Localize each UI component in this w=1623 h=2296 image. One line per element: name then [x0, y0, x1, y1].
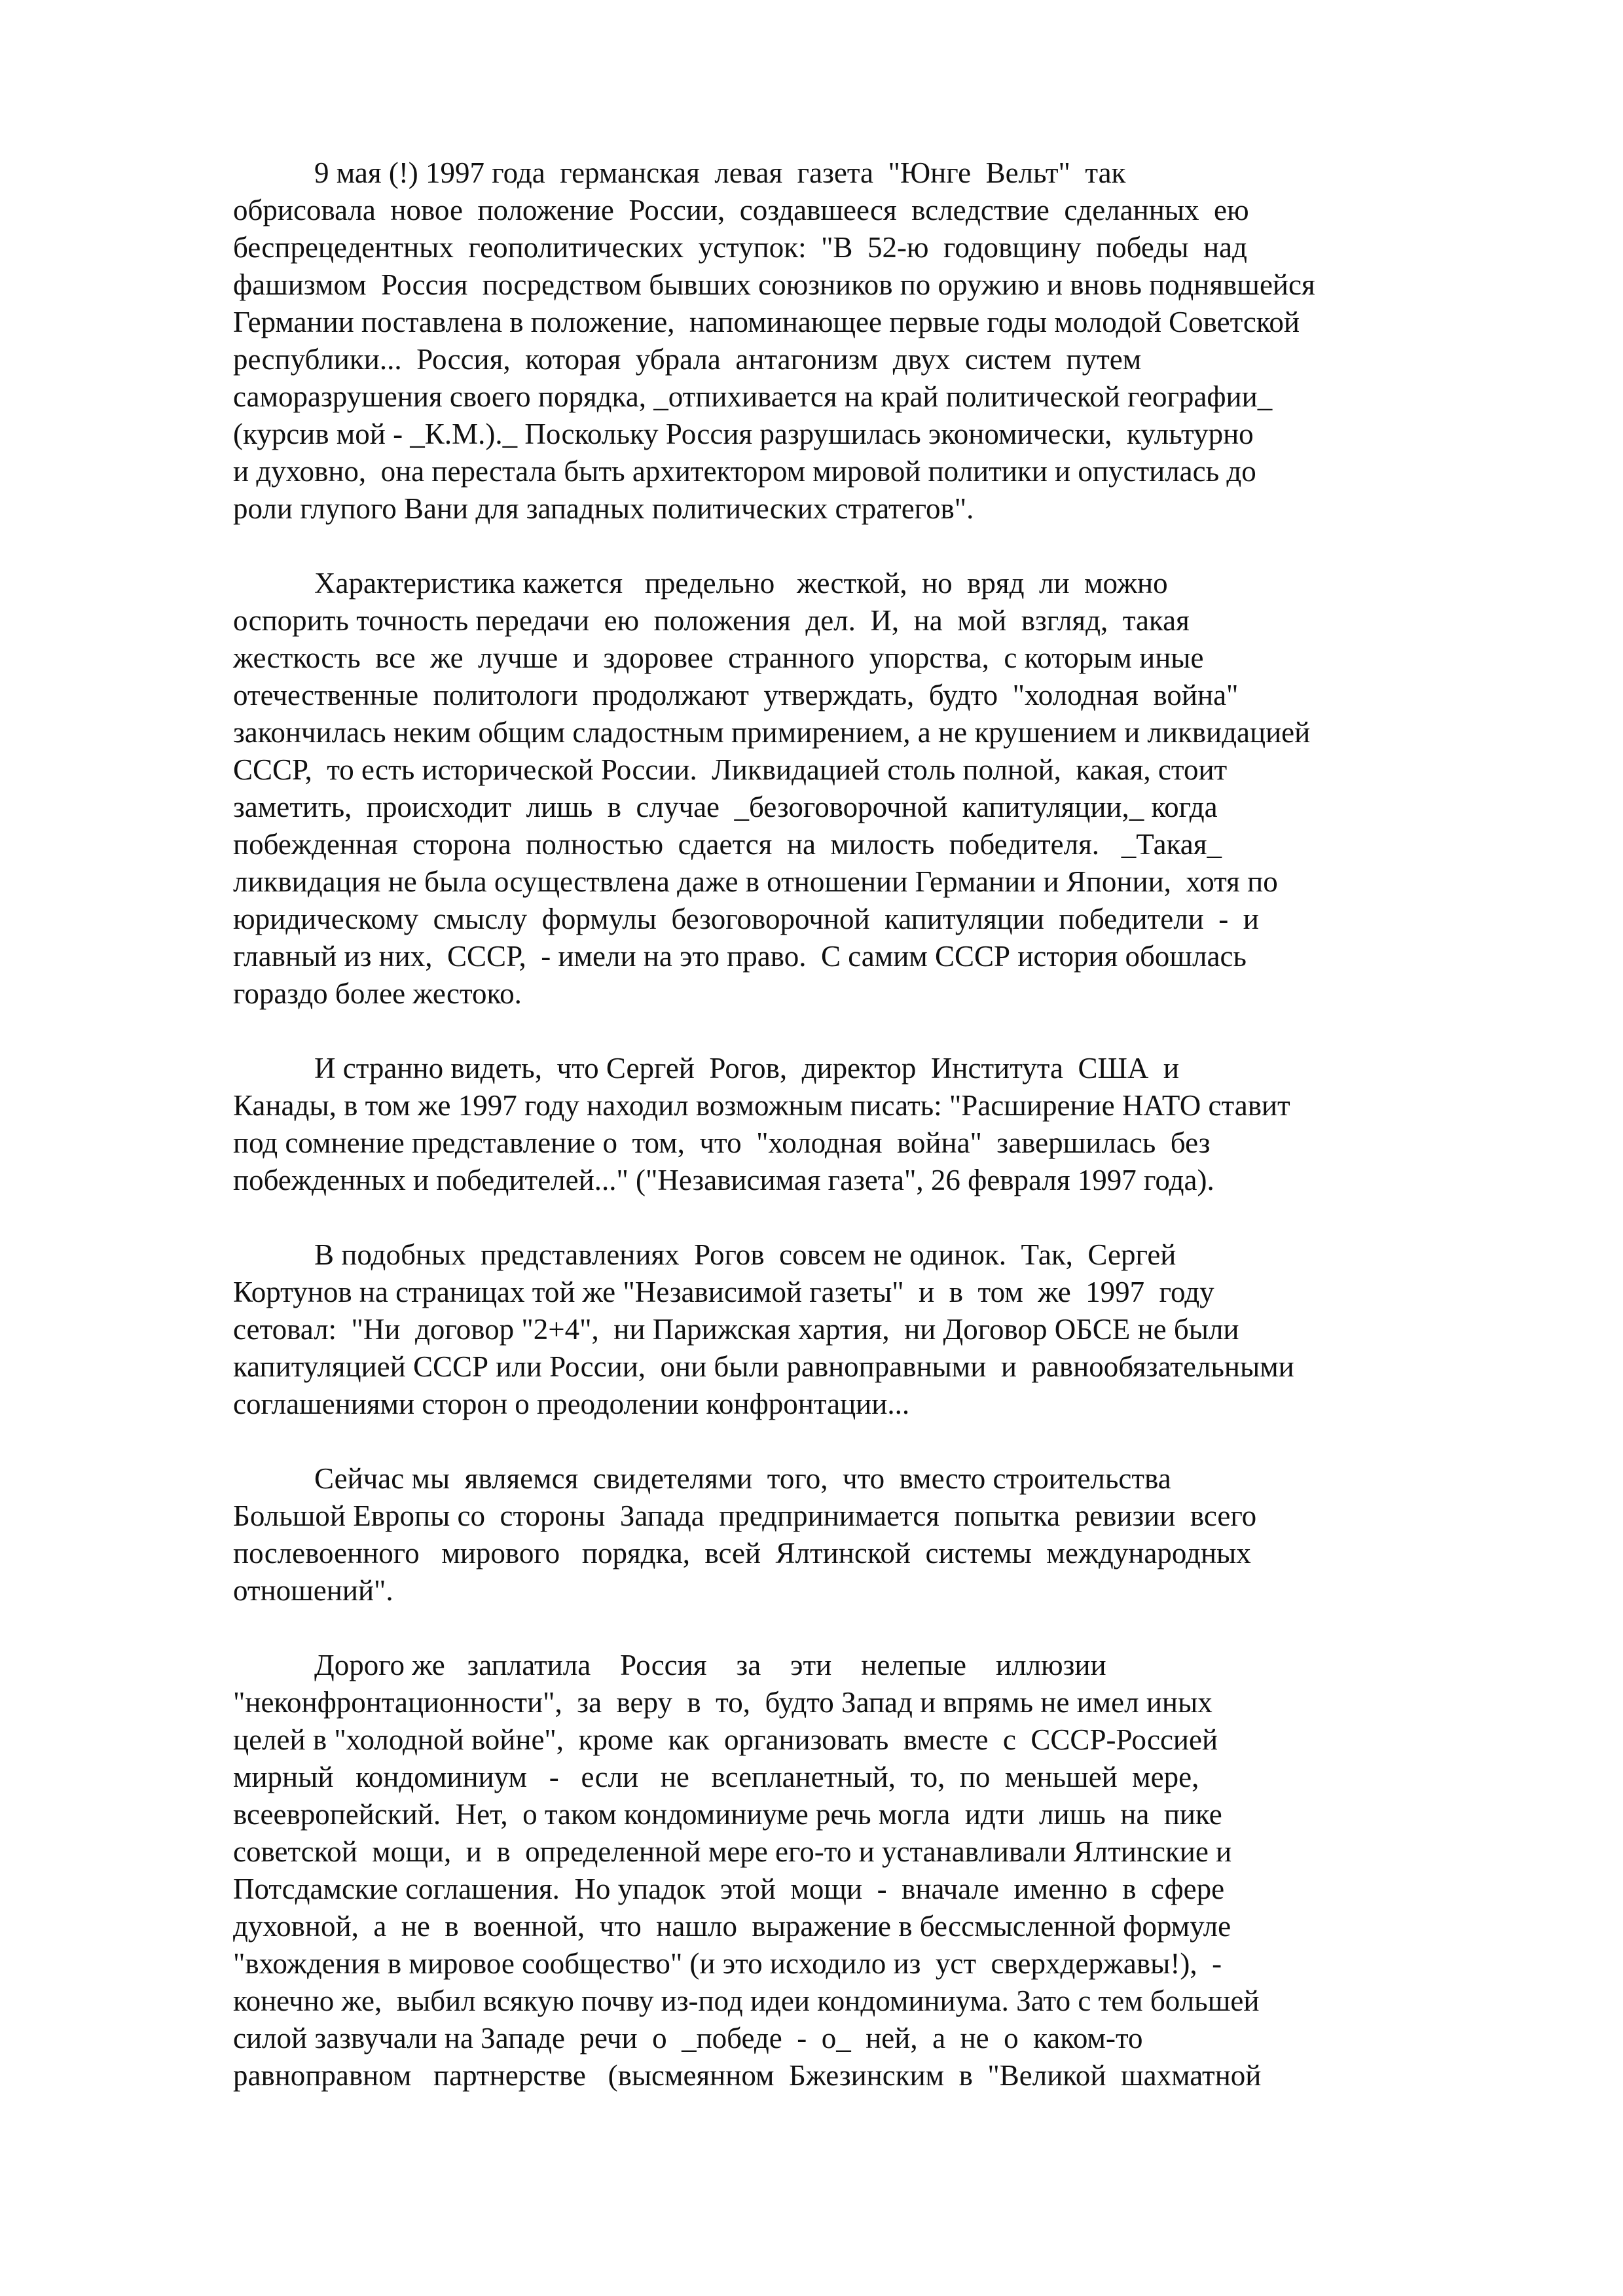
- text-line: беспрецедентных геополитических уступок: "В 52-ю годовщину победы над: [233, 231, 1247, 264]
- text-line: отечественные политологи продолжают утверждать, будто "холодная война": [233, 679, 1239, 711]
- text-line: всеевропейский. Нет, о таком кондоминиуме речь могла идти лишь на пике: [233, 1798, 1222, 1831]
- text-line: И странно видеть, что Сергей Рогов, директор Института США и: [314, 1052, 1179, 1085]
- text-line: жесткость все же лучше и здоровее странного упорства, с которым иные: [233, 641, 1204, 674]
- text-line: гораздо более жестоко.: [233, 977, 522, 1010]
- text-line: духовной, а не в военной, что нашло выражение в бессмысленной формуле: [233, 1910, 1231, 1943]
- text-line: капитуляцией СССР или России, они были равноправными и равнообязательными: [233, 1350, 1294, 1383]
- text-line: конечно же, выбил всякую почву из-под идеи кондоминиума. Зато с тем большей: [233, 1984, 1260, 2017]
- text-line: Сейчас мы являемся свидетелями того, что вместо строительства: [314, 1462, 1171, 1495]
- text-line: закончилась неким общим сладостным примирением, а не крушением и ликвидацией: [233, 716, 1311, 749]
- document-body: [233, 154, 1395, 2132]
- text-line: главный из них, СССР, - имели на это право. С самим СССР история обошлась: [233, 940, 1247, 973]
- text-line: послевоенного мирового порядка, всей Ялтинской системы международных: [233, 1537, 1251, 1570]
- text-line: Германии поставлена в положение, напоминающее первые годы молодой Советской: [233, 306, 1300, 338]
- text-line: саморазрушения своего порядка, _отпихивается на край политической географии_: [233, 380, 1273, 413]
- paragraph: [233, 154, 1395, 528]
- text-line: "вхождения в мировое сообщество" (и это исходило из уст сверхдержавы!), -: [233, 1947, 1222, 1980]
- text-line: роли глупого Вани для западных политических стратегов".: [233, 492, 974, 525]
- paragraph: [233, 1460, 1395, 1609]
- text-line: (курсив мой - _К.М.)._ Поскольку Россия разрушилась экономически, культурно: [233, 418, 1254, 450]
- text-line: В подобных представлениях Рогов совсем не одинок. Так, Сергей: [314, 1238, 1176, 1271]
- text-line: соглашениями сторон о преодолении конфронтации...: [233, 1388, 910, 1420]
- text-line: 9 мая (!) 1997 года германская левая газета "Юнге Вельт" так: [314, 156, 1126, 189]
- text-line: Дорого же заплатила Россия за эти нелепые иллюзии: [314, 1649, 1106, 1681]
- paragraph: [233, 1050, 1395, 1199]
- text-line: сетовал: "Ни договор "2+4", ни Парижская хартия, ни Договор ОБСЕ не были: [233, 1313, 1239, 1346]
- text-line: равноправном партнерстве (высмеянном Бжезинским в "Великой шахматной: [233, 2059, 1262, 2092]
- text-line: ликвидация не была осуществлена даже в отношении Германии и Японии, хотя по: [233, 865, 1278, 898]
- paragraph: [233, 565, 1395, 1013]
- text-line: мирный кондоминиум - если не всепланетный, то, по меньшей мере,: [233, 1761, 1199, 1793]
- text-line: целей в "холодной войне", кроме как организовать вместе с СССР-Россией: [233, 1723, 1218, 1756]
- text-line: фашизмом Россия посредством бывших союзников по оружию и вновь поднявшейся: [233, 268, 1315, 301]
- text-line: советской мощи, и в определенной мере его-то и устанавливали Ялтинские и: [233, 1835, 1232, 1868]
- text-line: Большой Европы со стороны Запада предпринимается попытка ревизии всего: [233, 1499, 1257, 1532]
- text-line: побежденная сторона полностью сдается на милость победителя. _Такая_: [233, 828, 1222, 861]
- text-line: "неконфронтационности", за веру в то, будто Запад и впрямь не имел иных: [233, 1686, 1213, 1719]
- text-line: Кортунов на страницах той же "Независимой газеты" и в том же 1997 году: [233, 1276, 1214, 1308]
- paragraph: [233, 1647, 1395, 2094]
- text-line: Характеристика кажется предельно жесткой, но вряд ли можно: [314, 567, 1168, 600]
- text-line: и духовно, она перестала быть архитектором мировой политики и опустилась до: [233, 455, 1256, 488]
- text-line: СССР, то есть исторической России. Ликвидацией столь полной, какая, стоит: [233, 753, 1228, 786]
- text-line: Потсдамские соглашения. Но упадок этой мощи - вначале именно в сфере: [233, 1873, 1225, 1905]
- text-line: заметить, происходит лишь в случае _безоговорочной капитуляции,_ когда: [233, 791, 1218, 823]
- text-line: юридическому смыслу формулы безоговорочной капитуляции победители - и: [233, 903, 1259, 935]
- text-line: республики... Россия, которая убрала антагонизм двух систем путем: [233, 343, 1142, 376]
- text-line: Канады, в том же 1997 году находил возможным писать: "Расширение НАТО ставит: [233, 1089, 1290, 1122]
- text-line: оспорить точность передачи ею положения дел. И, на мой взгляд, такая: [233, 604, 1190, 637]
- paragraph: [233, 1236, 1395, 1423]
- text-line: обрисовала новое положение России, создавшееся вследствие сделанных ею: [233, 194, 1249, 226]
- text-line: под сомнение представление о том, что "холодная война" завершилась без: [233, 1126, 1211, 1159]
- text-line: побежденных и победителей..." ("Независимая газета", 26 февраля 1997 года).: [233, 1164, 1214, 1196]
- text-line: силой зазвучали на Западе речи о _победе - о_ ней, а не о каком-то: [233, 2022, 1143, 2054]
- text-line: отношений".: [233, 1574, 393, 1607]
